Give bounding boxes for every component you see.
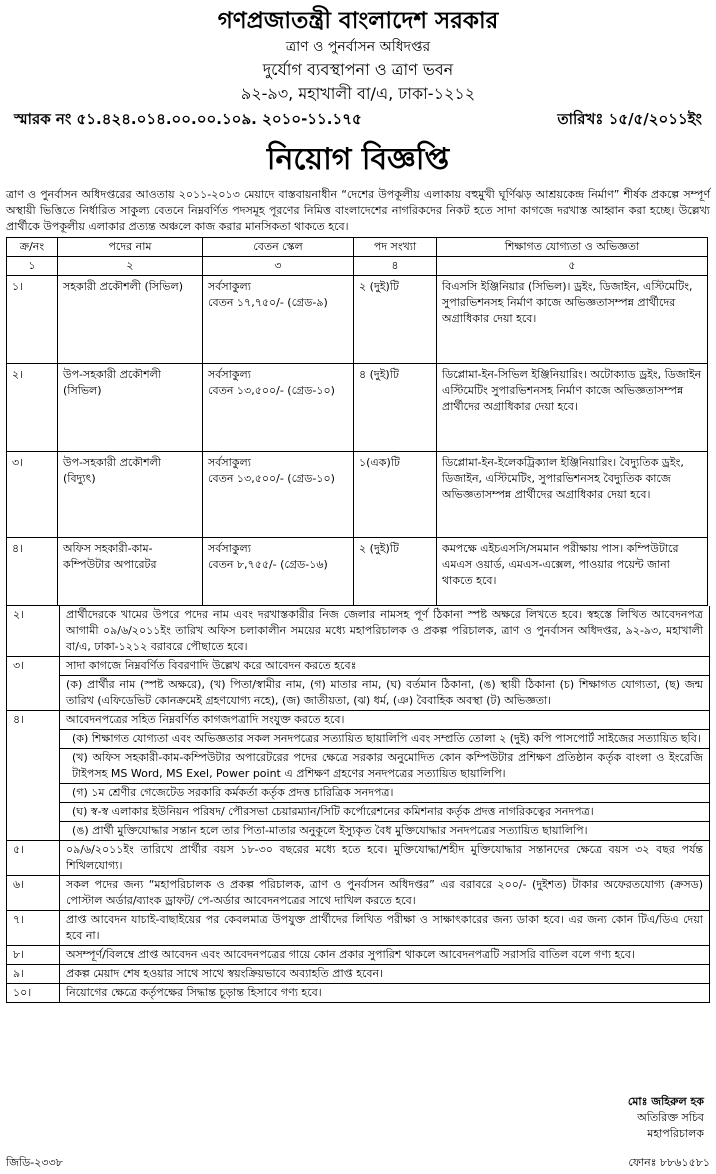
pay-amount: বেতন ৮,৭৫৫/- (গ্রেড-১৬) (208, 558, 328, 571)
row-pay (203, 452, 354, 538)
condition-number: ৫। (7, 841, 60, 875)
condition-body (60, 711, 709, 840)
condition-item (7, 983, 709, 1002)
address: ৯২-৯৩, মহাখালী বা/এ, ঢাকা-১২১২ (240, 84, 476, 103)
condition-subtext: (খ) অফিস সহকারী-কাম-কম্পিউটার অপারেটরের পদের ক্ষেত্রে সরকার অনুমোদিত কোন কম্পিউটার প্রশিক্ষণ প্রতিষ্ঠান কর্তৃক বাংলা ও ইংরেজি টাইপসহ MS Word, MS Exel, Power point এ প্রশিক্ষণ গ্রহণের সনদপত্রের সত্যায়িত ছায়ালিপি। (60, 748, 709, 783)
gd-code: জিডি-২৩৩৮ (6, 1156, 63, 1169)
table-row (7, 452, 708, 538)
condition-number: ৬। (7, 876, 60, 910)
row-qual: ডিপ্লোমা-ইন-সিভিল ইঞ্জিনিয়ারিং। অটোক্যাড ড্রইং, ডিজাইন এস্টিমেটিং সুপারভিশনসহ নির্মাণ কাজে অভিজ্ঞতাসম্পন্ন প্রার্থীদের অগ্রাধিকার দেয়া হবে। (437, 364, 708, 452)
condition-text: ০৯/৬/২০১১ইং তারিখে প্রার্থীর বয়স ১৮-৩০ বছরের মধ্যে হতে হবে। মুক্তিযোদ্ধা/শহীদ মুক্তিযোদ্ধার সন্তানদের ক্ষেত্রে বয়স ৩২ বছর পর্যন্ত শিথিলযোগ্য। (66, 843, 703, 872)
signatory-title: অতিরিক্ত সচিব (637, 1111, 704, 1124)
table-number-row (7, 257, 708, 276)
condition-number: ১০। (7, 984, 60, 1002)
row-qual: কমপক্ষে এইচএসসি/সমমান পরীক্ষায় পাস। কম্পিউটারে এমএস ওয়ার্ড, এমএস-এক্সেল, পাওয়ার পয়েন্ট জানা থাকতে হবে। (437, 538, 708, 606)
condition-body (60, 657, 709, 710)
condition-text: সাদা কাগজে নিম্নবর্ণিত বিবরণাদি উল্লেখ করে আবেদন করতে হবেঃ (66, 659, 357, 672)
col-header-count: পদ সংখ্যা (354, 238, 437, 257)
row-count: ৪ (দুই)টি (354, 364, 437, 452)
condition-item (7, 875, 709, 910)
table-row (7, 276, 708, 364)
condition-text: অসম্পূর্ণ/বিলম্বে প্রাপ্ত আবেদন এবং আবেদনপত্রের গায়ে কোন প্রকার সুপারিশ থাকলে আবেদনপত্রটি সরাসরি বাতিল বলে গণ্য হবে। (66, 948, 635, 961)
table-row (7, 538, 708, 606)
conditions-list (6, 606, 710, 1003)
pay-label: সর্বসাকুল্য (208, 368, 251, 381)
row-post: উপ-সহকারী প্রকৌশলী (বিদ্যুৎ) (58, 452, 203, 538)
row-count: ১(এক)টি (354, 452, 437, 538)
pay-label: সর্বসাকুল্য (208, 542, 251, 555)
condition-item (7, 656, 709, 710)
dept-name: ত্রাণ ও পুনর্বাসন অধিদপ্তর (285, 39, 431, 55)
condition-subtext: (ঙ) প্রার্থী মুক্তিযোদ্ধার সন্তান হলে তার পিতা-মাতার অনুকূলে ইস্যুকৃত বৈধ মুক্তিযোদ্ধার সনদপত্রের সত্যায়িত ছায়ালিপি। (60, 821, 709, 840)
row-sl: ১। (7, 276, 58, 364)
memo-number: স্মারক নং ৫১.৪২৪.০১৪.০০.০০.১০৯. ২০১০-১১.১৭৫ (14, 110, 362, 128)
signatory-role: মহাপরিচালক (647, 1127, 704, 1140)
gov-title: গণপ্রজাতন্ত্রী বাংলাদেশ সরকার (217, 8, 499, 34)
row-qual: ডিপ্লোমা-ইন-ইলেকট্রিক্যাল ইঞ্জিনিয়ারিং। বৈদ্যুতিক ড্রইং, ডিজাইন, এস্টিমেটিং, সুপারভিশনসহ বৈদ্যুতিক কাজে অভিজ্ঞতাসম্পন্ন প্রার্থীদের অগ্রাধিকার দেয়া হবে। (437, 452, 708, 538)
col-number: ২ (58, 257, 203, 276)
condition-item (7, 840, 709, 875)
pay-amount: বেতন ১৩,৫০০/- (গ্রেড-১০) (208, 472, 335, 485)
memo-date: তারিখঃ ১৫/৫/২০১১ইং (557, 110, 702, 128)
condition-subtext: (ঘ) স্ব-স্ব এলাকার ইউনিয়ন পরিষদ/ পৌরসভা চেয়ারম্যান/সিটি কর্পোরেশনের কমিশনার কর্তৃক প্রদত্ত নাগরিকত্বের সনদপত্র। (60, 802, 709, 821)
condition-subtext: (ক) প্রার্থীর নাম (স্পষ্ট অক্ষরে), (খ) পিতা/স্বামীর নাম, (গ) মাতার নাম, (ঘ) বর্তমান ঠিকানা, (ঙ) স্থায়ী ঠিকানা (চ) শিক্ষাগত যোগ্যতা, (ছ) জন্ম তারিখ (এফিডেভিট কোনক্রমেই গ্রহণযোগ্য নহে), (জ) জাতীয়তা, (ঝ) ধর্ম, (ঞ) বৈবাহিক অবস্থা (ট) অভিজ্ঞতা। (60, 675, 709, 710)
col-number: ৫ (437, 257, 708, 276)
pay-amount: বেতন ১৭,৭৫০/- (গ্রেড-৯) (208, 296, 328, 309)
posts-table (6, 237, 708, 606)
row-pay (203, 276, 354, 364)
building-name: দুর্যোগ ব্যবস্থাপনা ও ত্রাণ ভবন (262, 60, 454, 79)
condition-item (7, 945, 709, 964)
col-number: ৪ (354, 257, 437, 276)
memo-line (0, 106, 716, 133)
table-header-row (7, 238, 708, 257)
condition-text: আবেদনপত্রের সহিত নিম্নবর্ণিত কাগজপত্রাদি সংযুক্ত করতে হবে। (66, 713, 345, 726)
row-post: সহকারী প্রকৌশলী (সিভিল) (58, 276, 203, 364)
row-count: ২ (দুই)টি (354, 538, 437, 606)
condition-text: সকল পদের জন্য “মহাপরিচালক ও প্রকল্প পরিচালক, ত্রাণ ও পুনর্বাসন অধিদপ্তর” এর বরাবরে ২০০/- (দুইশত) টাকার অফেরতযোগ্য (ক্রসড) পোস্টাল অর্ডার/ব্যাংক ড্রাফট/ পে-অর্ডার আবেদনপত্রের সাথে দাখিল করতে হবে। (66, 878, 703, 907)
condition-item (7, 964, 709, 983)
row-sl: ৪। (7, 538, 58, 606)
condition-number: ৩। (7, 657, 60, 710)
signatory-name: মোঃ জহিরুল হক (627, 1095, 704, 1108)
intro-paragraph: ত্রাণ ও পুনর্বাসন অধিদপ্তরের আওতায় ২০১১-২০১৩ মেয়াদে বাস্তবায়নাধীন “দেশের উপকূলীয় এলাকায় বহুমুখী ঘূর্ণিঝড় আশ্রয়কেন্দ্র নির্মাণ” শীর্ষক প্রকল্পে সম্পূর্ণ অস্থায়ী ভিত্তিতে নির্ধারিত সাকুল্য বেতনে নিম্নবর্ণিত পদসমূহ পূরণের নিমিত্ত বাংলাদেশের নাগরিকদের নিকট হতে সাদা কাগজে দরখাস্ত আহ্বান করা হচ্ছে। উল্লেখ্য প্রার্থীকে উপকূলীয় এলাকার প্রত্যন্ত অঞ্চলে কাজ করার মানসিকতা থাকতে হবে। (6, 188, 710, 233)
row-post: অফিস সহকারী-কাম-কম্পিউটার অপারেটর (58, 538, 203, 606)
row-post: উপ-সহকারী প্রকৌশলী (সিভিল) (58, 364, 203, 452)
condition-item (7, 606, 709, 656)
pay-label: সর্বসাকুল্য (208, 280, 251, 293)
condition-number: ২। (7, 606, 60, 656)
table-row (7, 364, 708, 452)
row-pay (203, 364, 354, 452)
row-qual: বিএসসি ইঞ্জিনিয়ার (সিভিল)। ড্রইং, ডিজাইন, এস্টিমেটিং, সুপারভিশনসহ নির্মাণ কাজে অভিজ্ঞতাসম্পন্ন প্রার্থীদের অগ্রাধিকার দেয়া হবে। (437, 276, 708, 364)
row-count: ২ (দুই)টি (354, 276, 437, 364)
condition-subtext: (ক) শিক্ষাগত যোগ্যতা এবং অভিজ্ঞতার সকল সনদপত্রের সত্যায়িত ছায়ালিপি এবং সম্প্রতি তোলা ২ (দুই) কপি পাসপোর্ট সাইজের সত্যায়িত ছবি। (60, 729, 709, 748)
col-header-qual: শিক্ষাগত যোগ্যতা ও অভিজ্ঞতা (437, 238, 708, 257)
col-number: ৩ (203, 257, 354, 276)
condition-item (7, 710, 709, 840)
condition-number: ৭। (7, 911, 60, 945)
col-header-post: পদের নাম (58, 238, 203, 257)
condition-text: নিয়োগের ক্ষেত্রে কর্তৃপক্ষের সিদ্ধান্ত চূড়ান্ত হিসাবে গণ্য হবে। (66, 986, 322, 999)
condition-number: ৯। (7, 965, 60, 983)
condition-number: ৮। (7, 946, 60, 964)
condition-item (7, 910, 709, 945)
col-header-sl: ক্র/নং (7, 238, 58, 257)
condition-text: প্রকল্প মেয়াদ শেষ হওয়ার সাথে সাথে স্বয়ংক্রিয়ভাবে অব্যাহতি প্রাপ্ত হবেন। (66, 967, 384, 980)
row-pay (203, 538, 354, 606)
condition-text: প্রার্থীদেরকে খামের উপরে পদের নাম এবং দরখাস্তকারীর নিজ জেলার নামসহ পূর্ণ ঠিকানা স্পষ্ট অক্ষরে লিখতে হবে। স্বহস্তে লিখিত আবেদনপত্র আগামী ০৯/৬/২০১১ইং তারিখ অফিস চলাকালীন সময়ের মধ্যে মহাপরিচালক ও প্রকল্প পরিচালক, ত্রাণ ও পুনর্বাসন অধিদপ্তর, ৯২-৯৩, মহাখালী বা/এ, ঢাকা-১২১২ বরাবরে পৌছাতে হবে। (66, 608, 703, 653)
row-sl: ৩। (7, 452, 58, 538)
col-header-pay: বেতন স্কেল (203, 238, 354, 257)
row-sl: ২। (7, 364, 58, 452)
phone-number: ফোনঃ ৮৮৬১৫৮১ (628, 1156, 710, 1169)
signature-block (628, 1094, 704, 1142)
condition-text: প্রাপ্ত আবেদন যাচাই-বাছাইয়ের পর কেবলমাত্র উপযুক্ত প্রার্থীদের লিখিত পরীক্ষা ও সাক্ষাৎকারের জন্য ডাকা হবে। এর জন্য কোন টিএ/ডিএ দেয়া হবে না। (66, 913, 703, 942)
letterhead (0, 0, 716, 106)
footer (6, 1154, 710, 1173)
pay-label: সর্বসাকুল্য (208, 456, 251, 469)
notice-title: নিয়োগ বিজ্ঞপ্তি (266, 142, 450, 177)
condition-number: ৪। (7, 711, 60, 840)
col-number: ১ (7, 257, 58, 276)
pay-amount: বেতন ১৩,৫০০/- (গ্রেড-১০) (208, 384, 335, 397)
condition-subtext: (গ) ১ম শ্রেণীর গেজেটেড সরকারি কর্মকর্তা কর্তৃক প্রদত্ত চারিত্রিক সনদপত্র। (60, 783, 709, 802)
